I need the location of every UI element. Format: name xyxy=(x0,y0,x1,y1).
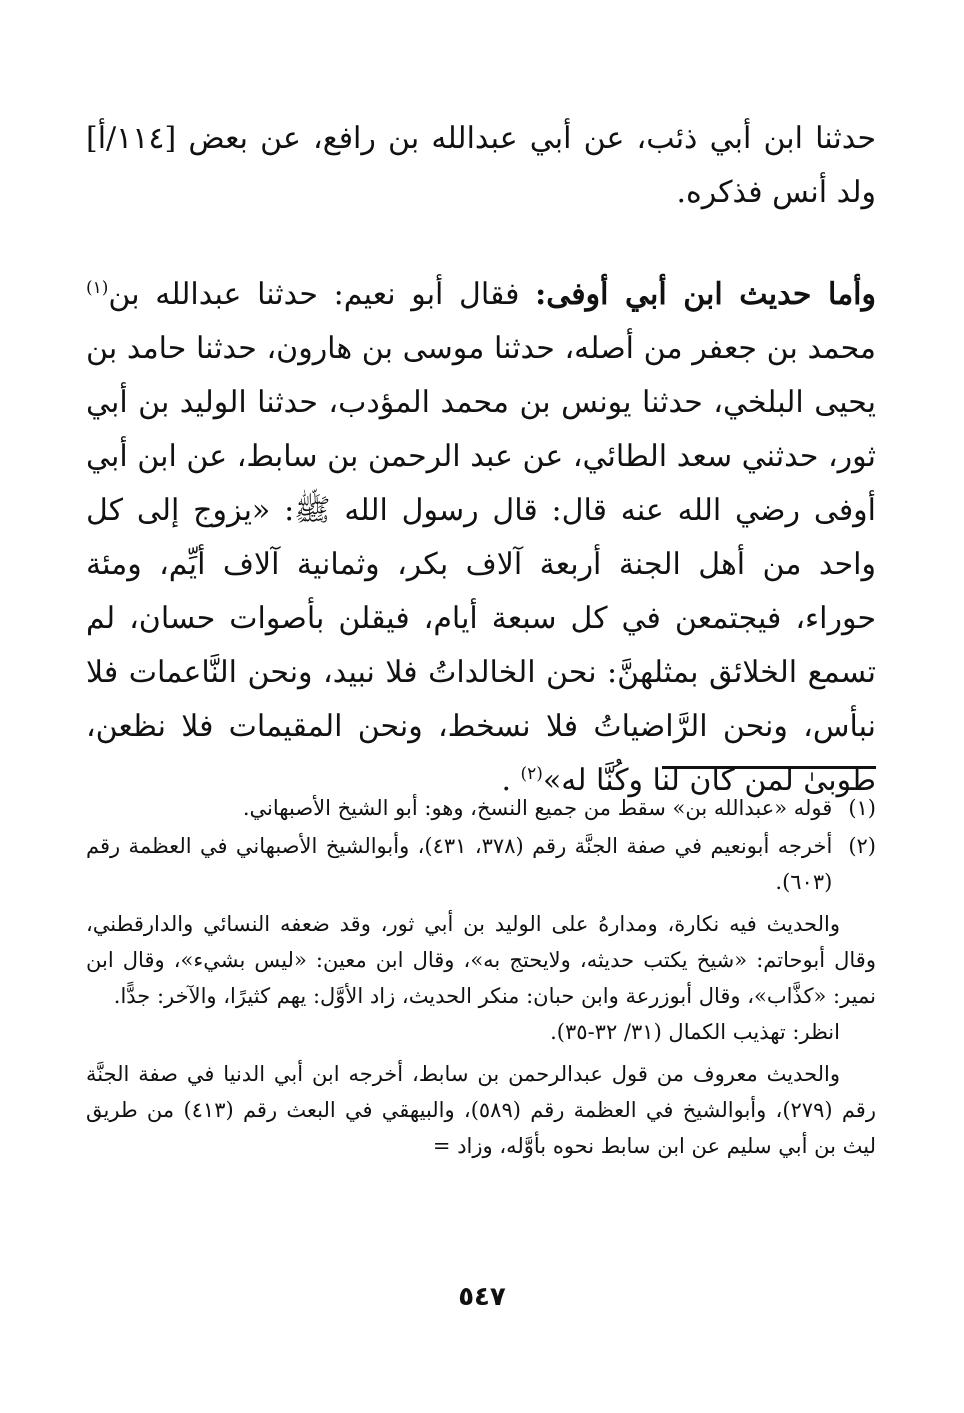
footnote-1-text: قوله «عبدالله بن» سقط من جميع النسخ، وهو: أبو الشيخ الأصبهاني. xyxy=(242,796,833,820)
footnote-divider xyxy=(662,766,876,769)
footnote-2-paragraph-1: والحديث فيه نكارة، ومدارهُ على الوليد بن أبي ثور، وقد ضعفه النسائي والدارقطني، وقال أبوحاتم: «شيخ يكتب حديثه، ولايحتج به»، وقال ابن معين: «ليس بشيء»، وقال ابن نمير: «كذَّاب»، وقال أبوزرعة وابن حبان: منكر الحديث، زاد الأوَّل: يهم كثيرًا، والآخر: جدًّا. xyxy=(86,912,876,1008)
footnote-2-reference: انظر: تهذيب الكمال (٣١/ ٣٢-٣٥). xyxy=(550,1020,840,1044)
footnote-2-number: (٢) xyxy=(848,834,876,858)
hadith-paragraph xyxy=(86,268,876,808)
footnote-1 xyxy=(86,790,876,826)
lead-continuation: فقال أبو نعيم: حدثنا عبدالله بن xyxy=(108,277,536,312)
hadith-text: محمد بن جعفر من أصله، حدثنا موسى بن هارون، حدثنا حامد بن يحيى البلخي، حدثنا يونس بن محمد المؤدب، حدثنا الوليد بن أبي ثور، حدثني سعد الطائي، عن عبد الرحمن بن سابط، عن ابن أبي أوفى رضي الله عنه قال: قال رسول الله ﷺ: «يزوج إلى كل واحد من أهل الجنة أربعة آلاف بكر، وثمانية آلاف أيِّم، ومئة حوراء، فيجتمعن في كل سبعة أيام، فيقلن بأصوات حسان، لم تسمع الخلائق بمثلهنَّ: نحن الخالداتُ فلا نبيد، ونحن النَّاعمات فلا نبأس، ونحن الرَّاضياتُ فلا نسخط، ونحن المقيمات فلا نظعن، طوبىٰ لمن كان لنا وكُنَّا له» xyxy=(86,331,876,798)
footnote-ref-1[interactable]: (١) xyxy=(86,278,109,298)
section-lead: وأما حديث ابن أبي أوفى: xyxy=(535,277,876,312)
opening-paragraph: حدثنا ابن أبي ذئب، عن أبي عبدالله بن رافع، عن بعض [١١٤/أ] ولد أنس فذكره. xyxy=(86,121,876,210)
page-number: ٥٤٧ xyxy=(458,1282,506,1312)
footnotes-section xyxy=(86,790,876,1164)
footnote-1-number: (١) xyxy=(848,796,876,820)
footnote-ref-2[interactable]: (٢) xyxy=(520,764,543,784)
footnote-2 xyxy=(86,828,876,900)
footnote-2-text: أخرجه أبونعيم في صفة الجنَّة رقم (٣٧٨، ٤٣١)، وأبوالشيخ الأصبهاني في العظمة رقم (٦٠٣). xyxy=(86,834,833,894)
paragraph-end: . xyxy=(501,763,521,798)
footnote-2-paragraph-2: والحديث معروف من قول عبدالرحمن بن سابط، أخرجه ابن أبي الدنيا في صفة الجنَّة رقم (٢٧٩)، وأبوالشيخ في العظمة رقم (٥٨٩)، والبيهقي في البعث رقم (٤١٣) من طريق ليث بن أبي سليم عن ابن سابط نحوه بأوَّله، وزاد = xyxy=(86,1062,876,1158)
